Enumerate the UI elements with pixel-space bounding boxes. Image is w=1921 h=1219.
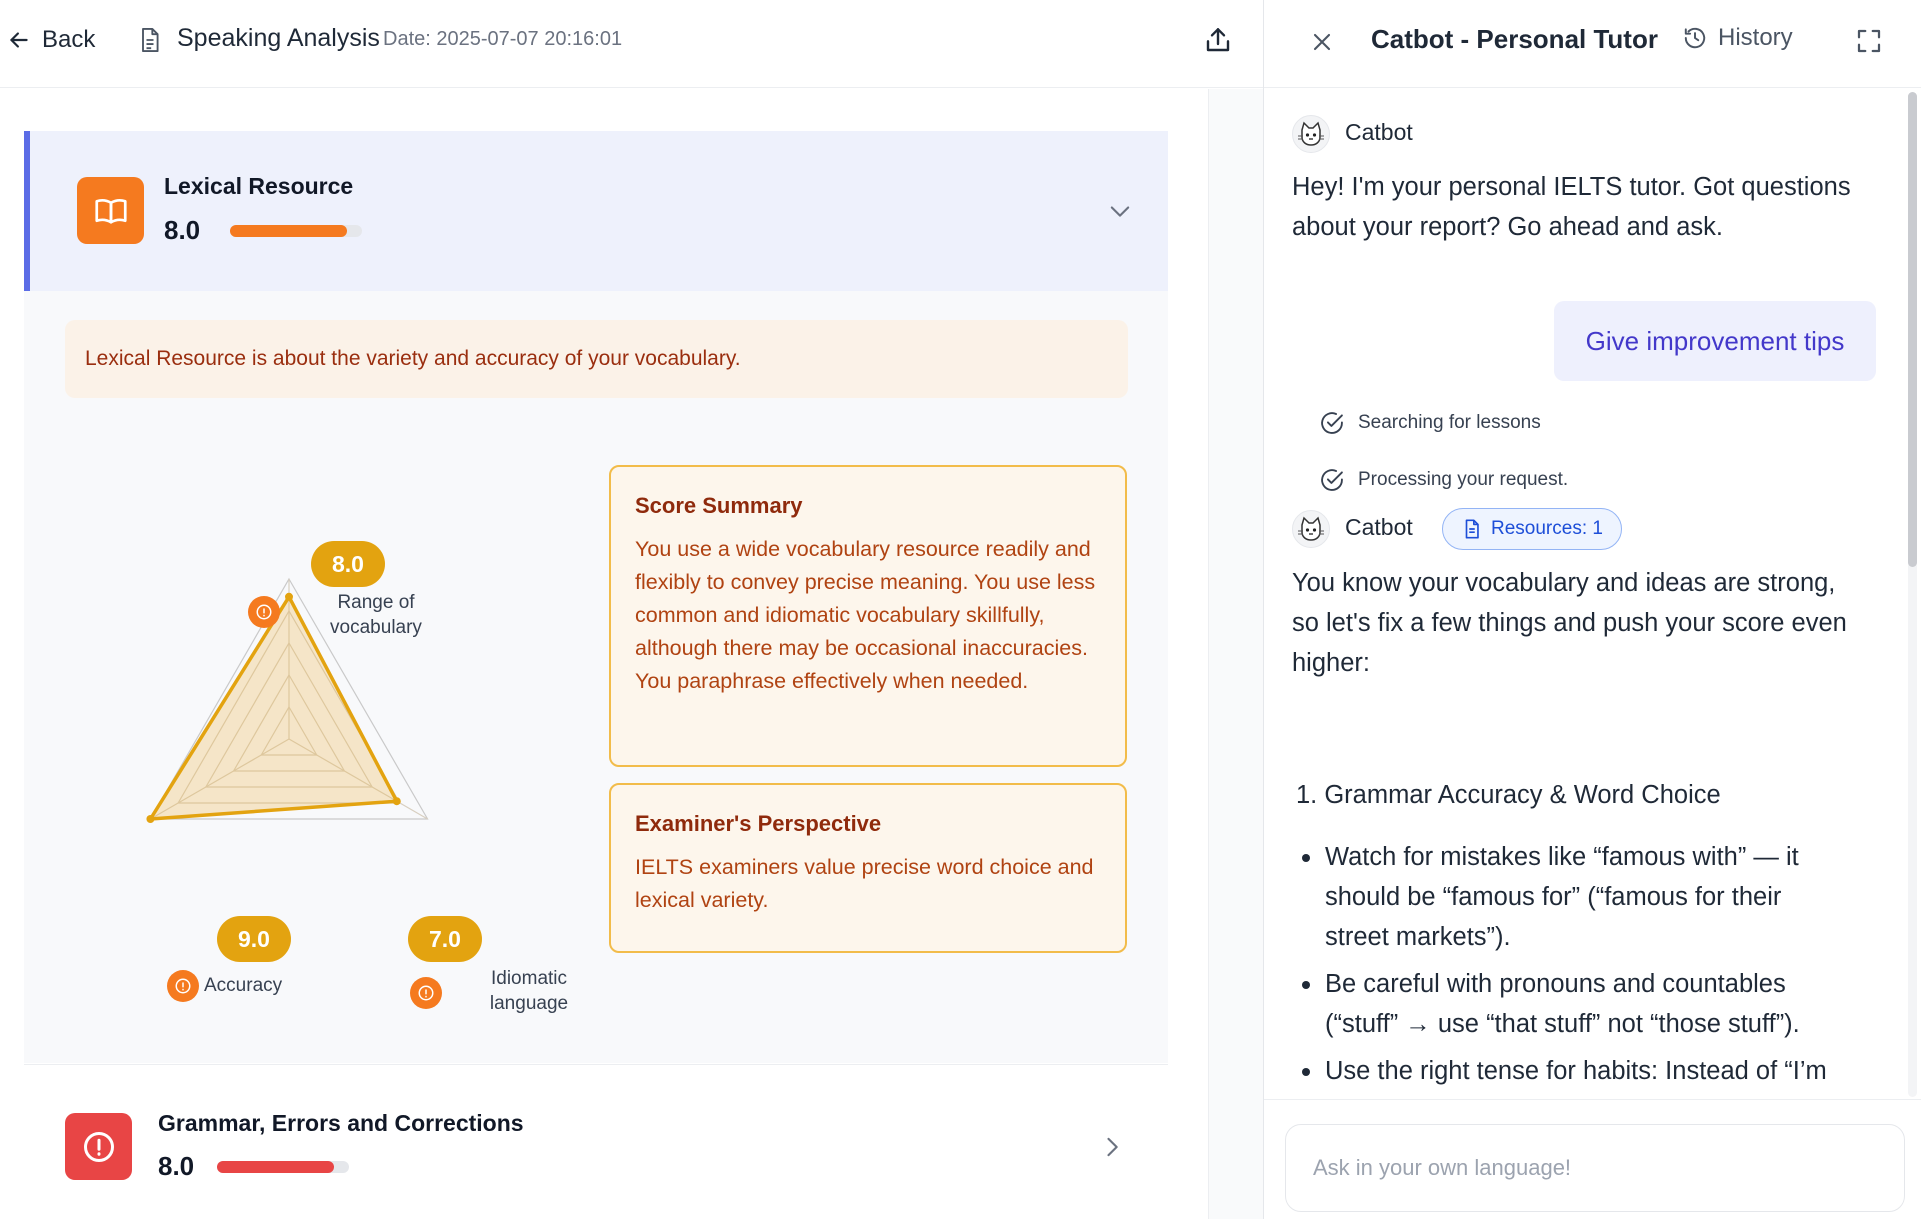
page-title: Speaking Analysis bbox=[177, 24, 380, 52]
document-icon bbox=[136, 26, 164, 54]
back-button[interactable] bbox=[6, 24, 95, 56]
check-circle-icon bbox=[1318, 409, 1346, 437]
grammar-score-bar bbox=[217, 1161, 349, 1173]
list-item: Watch for mistakes like “famous with” — it should be “famous for” (“famous for their street markets”). bbox=[1292, 837, 1852, 957]
radar-label-idiomatic bbox=[474, 966, 584, 1016]
accuracy-info-icon[interactable] bbox=[167, 970, 199, 1002]
chevron-right-icon[interactable] bbox=[1098, 1133, 1126, 1161]
score-summary-text: You use a wide vocabulary resource readily and flexibly to convey precise meaning. You use less common and idiomatic vocabulary skillfully, although there may be occasional inaccuracies. You paraphrase effectively when needed. bbox=[635, 537, 1096, 693]
examiner-perspective-box bbox=[609, 783, 1127, 953]
examiner-perspective-text: IELTS examiners value precise word choice and lexical variety. bbox=[635, 855, 1094, 912]
status-processing bbox=[1318, 466, 1568, 494]
radar-label-accuracy-line1: Accuracy bbox=[204, 975, 283, 996]
info-icon bbox=[174, 977, 192, 995]
info-icon bbox=[417, 984, 435, 1002]
status-searching bbox=[1318, 409, 1541, 437]
avatar bbox=[1292, 510, 1330, 548]
list-item: Use the right tense for habits: Instead of “I’m bbox=[1292, 1051, 1852, 1131]
radar-point bbox=[285, 593, 293, 601]
history-label: History bbox=[1718, 24, 1793, 51]
radar-point bbox=[393, 797, 401, 805]
radar-label-idiomatic-line1: Idiomatic bbox=[490, 968, 568, 989]
lexical-resource-card bbox=[24, 131, 1168, 1063]
report-date: Date: 2025-07-07 20:16:01 bbox=[383, 28, 623, 50]
lexical-description: Lexical Resource is about the variety and accuracy of your vocabulary. bbox=[85, 347, 741, 370]
grammar-card[interactable] bbox=[24, 1064, 1168, 1219]
resources-label: Resources: 1 bbox=[1491, 518, 1603, 539]
radar-score-badge-range: 8.0 bbox=[311, 541, 385, 587]
list-item: 1. Grammar Accuracy & Word Choice bbox=[1296, 781, 1721, 809]
tips-list bbox=[1292, 837, 1852, 1138]
grammar-icon-tile bbox=[65, 1113, 132, 1180]
chat-messages bbox=[1264, 89, 1906, 1099]
info-icon bbox=[255, 603, 273, 621]
chat-input[interactable] bbox=[1285, 1124, 1905, 1212]
analysis-header bbox=[0, 0, 1263, 88]
radar-label-range-line2: vocabulary bbox=[330, 617, 422, 638]
tutor-chat-panel bbox=[1263, 0, 1920, 1219]
check-circle-icon bbox=[1318, 466, 1346, 494]
lexical-resource-score: 8.0 bbox=[164, 215, 201, 245]
lexical-radar-chart bbox=[134, 491, 594, 1014]
grammar-score: 8.0 bbox=[158, 1151, 195, 1181]
examiner-perspective-title: Examiner's Perspective bbox=[635, 811, 882, 836]
radar-score-badge-idiomatic: 7.0 bbox=[408, 916, 482, 962]
back-label: Back bbox=[42, 26, 96, 53]
grammar-score-bar-fill bbox=[217, 1161, 334, 1173]
resources-chip[interactable] bbox=[1442, 508, 1622, 550]
history-button[interactable] bbox=[1682, 24, 1793, 52]
radar-point bbox=[146, 815, 154, 823]
bot-reply-intro: You know your vocabulary and ideas are strong, so let's fix a few things and push your score even higher: bbox=[1292, 569, 1847, 677]
grammar-title: Grammar, Errors and Corrections bbox=[158, 1110, 524, 1136]
file-icon bbox=[1461, 518, 1483, 540]
radar-label-idiomatic-line2: language bbox=[489, 993, 569, 1014]
lexical-resource-title: Lexical Resource bbox=[164, 173, 354, 199]
chat-scrollbar-thumb[interactable] bbox=[1908, 92, 1917, 567]
chat-title: Catbot - Personal Tutor bbox=[1371, 24, 1658, 54]
idiomatic-info-icon[interactable] bbox=[410, 977, 442, 1009]
status-processing-text: Processing your request. bbox=[1358, 469, 1569, 490]
radar-label-range-line1: Range of bbox=[337, 592, 415, 613]
history-clock-icon bbox=[1682, 25, 1708, 51]
chevron-down-icon[interactable] bbox=[1106, 197, 1134, 225]
lexical-score-bar-fill bbox=[230, 225, 347, 237]
fullscreen-icon[interactable] bbox=[1854, 26, 1884, 56]
chat-scrollbar[interactable] bbox=[1908, 92, 1917, 1097]
range-info-icon[interactable] bbox=[248, 596, 280, 628]
score-summary-title: Score Summary bbox=[635, 493, 803, 518]
side-gutter bbox=[1208, 89, 1263, 1219]
bot-greeting: Hey! I'm your personal IELTS tutor. Got questions about your report? Go ahead and ask. bbox=[1292, 173, 1851, 241]
analysis-content bbox=[0, 89, 1263, 1219]
avatar bbox=[1292, 115, 1330, 153]
chat-input-area bbox=[1264, 1099, 1921, 1219]
status-searching-text: Searching for lessons bbox=[1358, 412, 1541, 433]
cat-avatar-icon bbox=[1296, 514, 1326, 544]
bot-name: Catbot bbox=[1345, 119, 1413, 145]
chat-header bbox=[1264, 0, 1921, 88]
lexical-description-banner bbox=[65, 320, 1128, 398]
bot-name: Catbot bbox=[1345, 514, 1413, 540]
score-summary-box bbox=[609, 465, 1127, 767]
lexical-resource-header[interactable] bbox=[24, 131, 1168, 291]
arrow-left-icon bbox=[6, 27, 32, 53]
radar-label-accuracy bbox=[204, 973, 314, 998]
radar-label-range bbox=[312, 590, 440, 640]
close-icon[interactable] bbox=[1308, 28, 1336, 56]
radar-score-badge-accuracy: 9.0 bbox=[217, 916, 291, 962]
cat-avatar-icon bbox=[1296, 119, 1326, 149]
share-upload-icon[interactable] bbox=[1202, 24, 1234, 56]
lexical-score-bar bbox=[230, 225, 362, 237]
list-item: Be careful with pronouns and countables (“stuff” → use “that stuff” not “those stuff”). bbox=[1292, 964, 1852, 1044]
alert-circle-icon bbox=[81, 1129, 117, 1165]
open-book-icon bbox=[93, 193, 129, 229]
lexical-icon-tile bbox=[77, 177, 144, 244]
user-message: Give improvement tips bbox=[1554, 301, 1876, 381]
